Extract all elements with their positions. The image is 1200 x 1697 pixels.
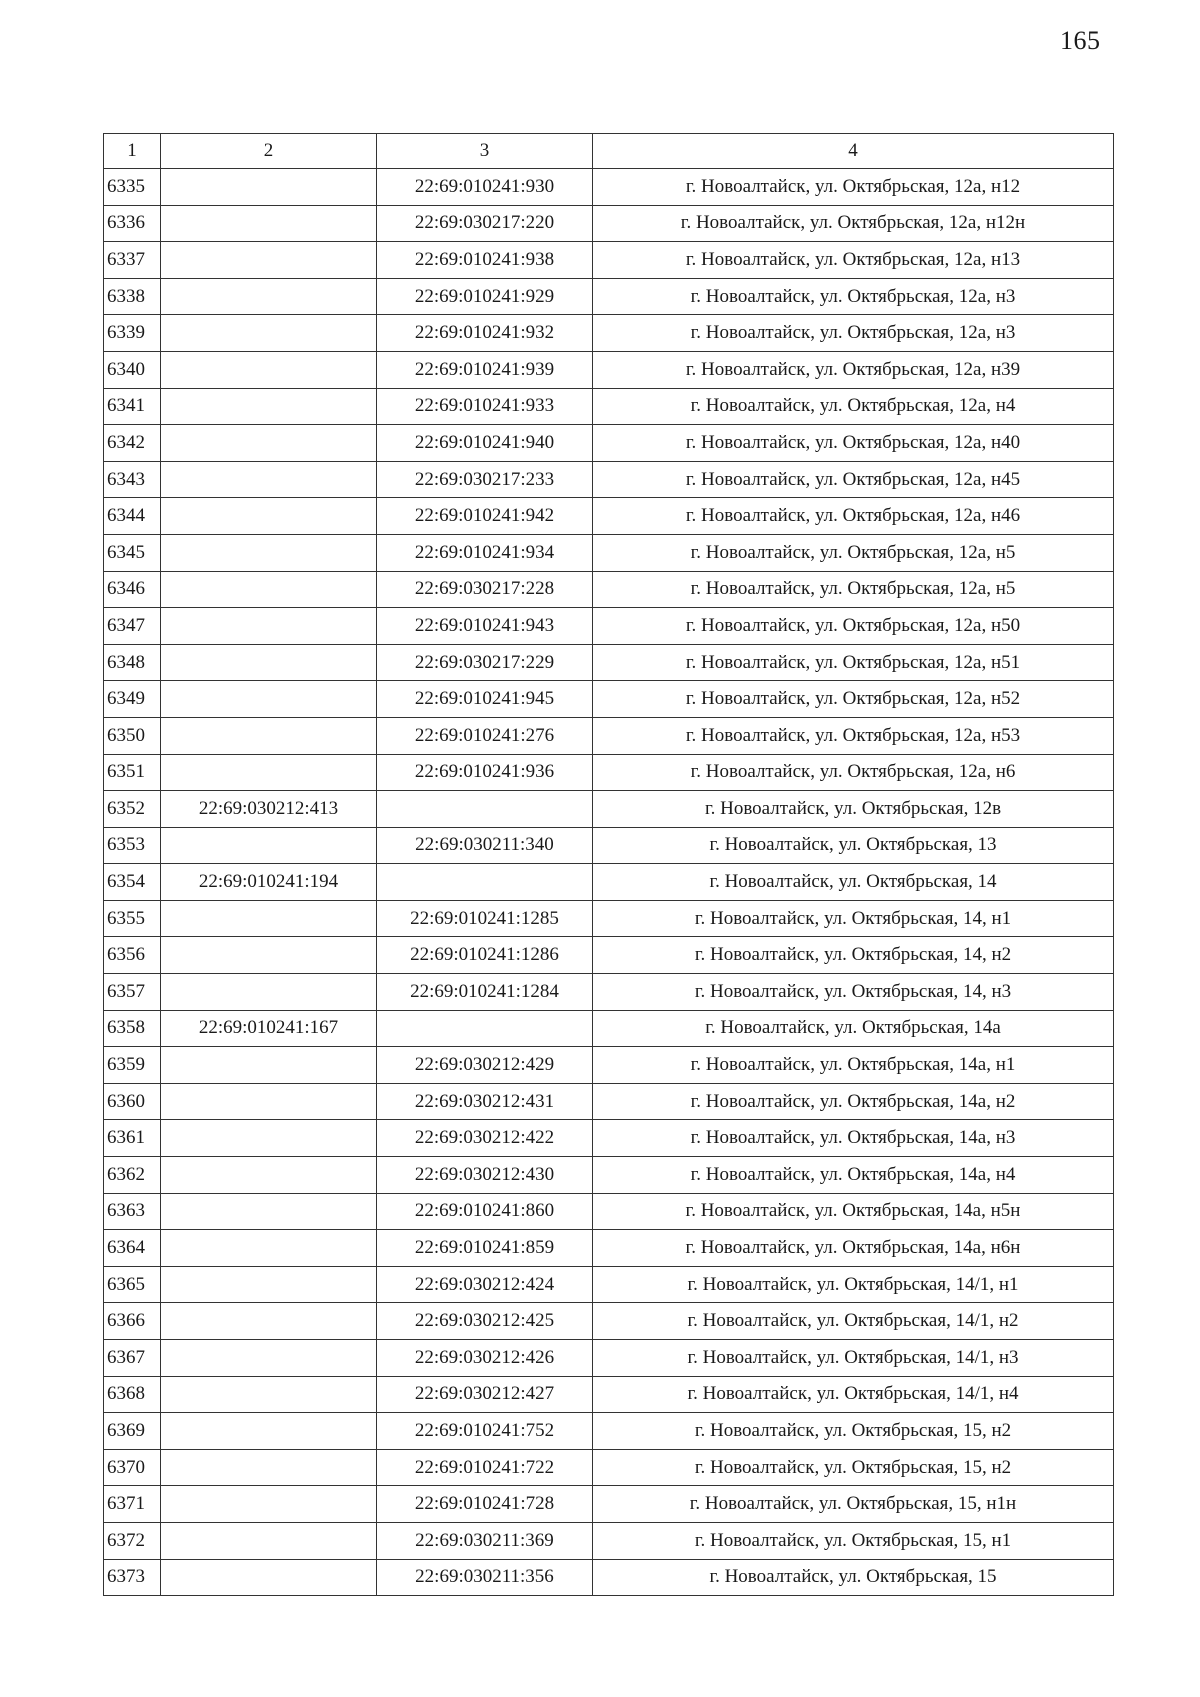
table-row <box>104 1559 1114 1596</box>
address-cell: г. Новоалтайск, ул. Октябрьская, 14/1, н2 <box>593 1303 1114 1340</box>
cadastral-number-cell <box>161 1266 377 1303</box>
table-row <box>104 1413 1114 1450</box>
table-row <box>104 974 1114 1011</box>
column-header-1: 1 <box>104 134 161 169</box>
cadastral-number-cell <box>161 315 377 352</box>
table-row <box>104 425 1114 462</box>
address-cell: г. Новоалтайск, ул. Октябрьская, 15, н1 <box>593 1522 1114 1559</box>
cadastral-number-cell <box>161 827 377 864</box>
table-row <box>104 388 1114 425</box>
address-cell: г. Новоалтайск, ул. Октябрьская, 12а, н52 <box>593 681 1114 718</box>
row-number-cell: 6361 <box>104 1120 161 1157</box>
row-number-cell: 6343 <box>104 461 161 498</box>
cadastral-number-cell <box>161 498 377 535</box>
address-cell: г. Новоалтайск, ул. Октябрьская, 14, н2 <box>593 937 1114 974</box>
table-row <box>104 1376 1114 1413</box>
premises-number-cell: 22:69:010241:932 <box>377 315 593 352</box>
table-row <box>104 1193 1114 1230</box>
table-row <box>104 205 1114 242</box>
premises-number-cell: 22:69:030212:425 <box>377 1303 593 1340</box>
address-cell: г. Новоалтайск, ул. Октябрьская, 14/1, н1 <box>593 1266 1114 1303</box>
row-number-cell: 6345 <box>104 534 161 571</box>
cadastral-number-cell <box>161 242 377 279</box>
premises-number-cell: 22:69:010241:933 <box>377 388 593 425</box>
column-header-4: 4 <box>593 134 1114 169</box>
table-row <box>104 1120 1114 1157</box>
address-cell: г. Новоалтайск, ул. Октябрьская, 12а, н4 <box>593 388 1114 425</box>
cadastral-number-cell <box>161 1486 377 1523</box>
row-number-cell: 6342 <box>104 425 161 462</box>
premises-number-cell: 22:69:010241:859 <box>377 1230 593 1267</box>
table-row <box>104 608 1114 645</box>
premises-number-cell: 22:69:010241:1286 <box>377 937 593 974</box>
address-cell: г. Новоалтайск, ул. Октябрьская, 12а, н39 <box>593 351 1114 388</box>
cadastral-number-cell <box>161 900 377 937</box>
cadastral-number-cell <box>161 1376 377 1413</box>
premises-number-cell: 22:69:030217:228 <box>377 571 593 608</box>
row-number-cell: 6358 <box>104 1010 161 1047</box>
row-number-cell: 6350 <box>104 717 161 754</box>
address-cell: г. Новоалтайск, ул. Октябрьская, 12а, н50 <box>593 608 1114 645</box>
page-number: 165 <box>1060 26 1101 55</box>
table-row <box>104 534 1114 571</box>
row-number-cell: 6360 <box>104 1083 161 1120</box>
address-cell: г. Новоалтайск, ул. Октябрьская, 15, н2 <box>593 1413 1114 1450</box>
table-row <box>104 681 1114 718</box>
cadastral-number-cell <box>161 425 377 462</box>
row-number-cell: 6347 <box>104 608 161 645</box>
row-number-cell: 6344 <box>104 498 161 535</box>
premises-number-cell: 22:69:010241:860 <box>377 1193 593 1230</box>
cadastral-number-cell <box>161 644 377 681</box>
cadastral-number-cell <box>161 681 377 718</box>
row-number-cell: 6369 <box>104 1413 161 1450</box>
address-cell: г. Новоалтайск, ул. Октябрьская, 12а, н40 <box>593 425 1114 462</box>
premises-number-cell: 22:69:010241:929 <box>377 278 593 315</box>
row-number-cell: 6366 <box>104 1303 161 1340</box>
cadastral-number-cell <box>161 461 377 498</box>
premises-number-cell: 22:69:010241:722 <box>377 1449 593 1486</box>
row-number-cell: 6355 <box>104 900 161 937</box>
address-cell: г. Новоалтайск, ул. Октябрьская, 14/1, н3 <box>593 1340 1114 1377</box>
premises-number-cell: 22:69:010241:942 <box>377 498 593 535</box>
premises-number-cell <box>377 864 593 901</box>
cadastral-number-cell <box>161 1083 377 1120</box>
address-cell: г. Новоалтайск, ул. Октябрьская, 12а, н53 <box>593 717 1114 754</box>
address-cell: г. Новоалтайск, ул. Октябрьская, 12а, н12н <box>593 205 1114 242</box>
premises-number-cell: 22:69:030211:369 <box>377 1522 593 1559</box>
premises-number-cell: 22:69:010241:728 <box>377 1486 593 1523</box>
table-row <box>104 827 1114 864</box>
row-number-cell: 6339 <box>104 315 161 352</box>
premises-number-cell: 22:69:030212:422 <box>377 1120 593 1157</box>
row-number-cell: 6363 <box>104 1193 161 1230</box>
address-cell: г. Новоалтайск, ул. Октябрьская, 14а <box>593 1010 1114 1047</box>
address-cell: г. Новоалтайск, ул. Октябрьская, 14, н3 <box>593 974 1114 1011</box>
row-number-cell: 6337 <box>104 242 161 279</box>
cadastral-number-cell: 22:69:010241:167 <box>161 1010 377 1047</box>
premises-number-cell: 22:69:030212:424 <box>377 1266 593 1303</box>
cadastral-number-cell <box>161 608 377 645</box>
address-cell: г. Новоалтайск, ул. Октябрьская, 15, н2 <box>593 1449 1114 1486</box>
column-header-3: 3 <box>377 134 593 169</box>
row-number-cell: 6362 <box>104 1157 161 1194</box>
address-cell: г. Новоалтайск, ул. Октябрьская, 14 <box>593 864 1114 901</box>
address-cell: г. Новоалтайск, ул. Октябрьская, 15 <box>593 1559 1114 1596</box>
address-cell: г. Новоалтайск, ул. Октябрьская, 12а, н13 <box>593 242 1114 279</box>
cadastral-number-cell <box>161 974 377 1011</box>
cadastral-number-cell <box>161 717 377 754</box>
table-row <box>104 1083 1114 1120</box>
premises-number-cell: 22:69:030211:340 <box>377 827 593 864</box>
address-cell: г. Новоалтайск, ул. Октябрьская, 12а, н12 <box>593 169 1114 206</box>
row-number-cell: 6336 <box>104 205 161 242</box>
address-cell: г. Новоалтайск, ул. Октябрьская, 14а, н3 <box>593 1120 1114 1157</box>
table-header <box>104 134 1114 169</box>
cadastral-number-cell <box>161 205 377 242</box>
row-number-cell: 6348 <box>104 644 161 681</box>
address-cell: г. Новоалтайск, ул. Октябрьская, 12а, н46 <box>593 498 1114 535</box>
table-row <box>104 1266 1114 1303</box>
table-row <box>104 1047 1114 1084</box>
premises-number-cell: 22:69:010241:934 <box>377 534 593 571</box>
row-number-cell: 6341 <box>104 388 161 425</box>
address-cell: г. Новоалтайск, ул. Октябрьская, 12а, н5 <box>593 571 1114 608</box>
premises-number-cell: 22:69:030212:426 <box>377 1340 593 1377</box>
row-number-cell: 6368 <box>104 1376 161 1413</box>
column-header-2: 2 <box>161 134 377 169</box>
cadastral-number-cell <box>161 1120 377 1157</box>
address-cell: г. Новоалтайск, ул. Октябрьская, 12а, н6 <box>593 754 1114 791</box>
address-cell: г. Новоалтайск, ул. Октябрьская, 12а, н45 <box>593 461 1114 498</box>
cadastral-number-cell <box>161 1449 377 1486</box>
table-row <box>104 1522 1114 1559</box>
cadastral-number-cell: 22:69:030212:413 <box>161 791 377 828</box>
cadastral-number-cell <box>161 351 377 388</box>
cadastral-number-cell <box>161 754 377 791</box>
premises-number-cell <box>377 791 593 828</box>
address-cell: г. Новоалтайск, ул. Октябрьская, 14а, н2 <box>593 1083 1114 1120</box>
address-cell: г. Новоалтайск, ул. Октябрьская, 14а, н6н <box>593 1230 1114 1267</box>
premises-number-cell: 22:69:030217:220 <box>377 205 593 242</box>
address-cell: г. Новоалтайск, ул. Октябрьская, 14а, н1 <box>593 1047 1114 1084</box>
table-row <box>104 1486 1114 1523</box>
table-row <box>104 351 1114 388</box>
row-number-cell: 6373 <box>104 1559 161 1596</box>
premises-number-cell: 22:69:030212:431 <box>377 1083 593 1120</box>
row-number-cell: 6357 <box>104 974 161 1011</box>
premises-number-cell: 22:69:030211:356 <box>377 1559 593 1596</box>
cadastral-number-cell <box>161 534 377 571</box>
premises-number-cell: 22:69:010241:943 <box>377 608 593 645</box>
address-cell: г. Новоалтайск, ул. Октябрьская, 12а, н51 <box>593 644 1114 681</box>
cadastral-number-cell <box>161 1303 377 1340</box>
row-number-cell: 6354 <box>104 864 161 901</box>
premises-number-cell: 22:69:030212:430 <box>377 1157 593 1194</box>
table-row <box>104 461 1114 498</box>
address-cell: г. Новоалтайск, ул. Октябрьская, 15, н1н <box>593 1486 1114 1523</box>
row-number-cell: 6349 <box>104 681 161 718</box>
premises-number-cell: 22:69:010241:939 <box>377 351 593 388</box>
premises-number-cell: 22:69:030217:233 <box>377 461 593 498</box>
cadastral-number-cell <box>161 1157 377 1194</box>
table-row <box>104 791 1114 828</box>
premises-number-cell: 22:69:030217:229 <box>377 644 593 681</box>
address-cell: г. Новоалтайск, ул. Октябрьская, 12а, н3 <box>593 315 1114 352</box>
cadastral-number-cell <box>161 1340 377 1377</box>
premises-number-cell: 22:69:010241:752 <box>377 1413 593 1450</box>
row-number-cell: 6367 <box>104 1340 161 1377</box>
table-row <box>104 1449 1114 1486</box>
cadastral-number-cell <box>161 388 377 425</box>
table-body <box>104 169 1114 1596</box>
address-cell: г. Новоалтайск, ул. Октябрьская, 12а, н5 <box>593 534 1114 571</box>
premises-number-cell: 22:69:010241:1285 <box>377 900 593 937</box>
table-row <box>104 900 1114 937</box>
row-number-cell: 6346 <box>104 571 161 608</box>
table-row <box>104 571 1114 608</box>
table-row <box>104 1230 1114 1267</box>
table-row <box>104 864 1114 901</box>
table-row <box>104 498 1114 535</box>
row-number-cell: 6364 <box>104 1230 161 1267</box>
row-number-cell: 6351 <box>104 754 161 791</box>
address-cell: г. Новоалтайск, ул. Октябрьская, 12в <box>593 791 1114 828</box>
row-number-cell: 6365 <box>104 1266 161 1303</box>
cadastral-number-cell: 22:69:010241:194 <box>161 864 377 901</box>
cadastral-number-cell <box>161 1047 377 1084</box>
row-number-cell: 6335 <box>104 169 161 206</box>
premises-number-cell: 22:69:010241:938 <box>377 242 593 279</box>
premises-number-cell <box>377 1010 593 1047</box>
table-row <box>104 754 1114 791</box>
row-number-cell: 6371 <box>104 1486 161 1523</box>
premises-number-cell: 22:69:010241:1284 <box>377 974 593 1011</box>
row-number-cell: 6370 <box>104 1449 161 1486</box>
row-number-cell: 6338 <box>104 278 161 315</box>
table-row <box>104 1303 1114 1340</box>
address-cell: г. Новоалтайск, ул. Октябрьская, 13 <box>593 827 1114 864</box>
table-row <box>104 1010 1114 1047</box>
cadastral-number-cell <box>161 1193 377 1230</box>
table-row <box>104 315 1114 352</box>
row-number-cell: 6372 <box>104 1522 161 1559</box>
premises-number-cell: 22:69:030212:427 <box>377 1376 593 1413</box>
table-row <box>104 1340 1114 1377</box>
row-number-cell: 6352 <box>104 791 161 828</box>
address-cell: г. Новоалтайск, ул. Октябрьская, 14, н1 <box>593 900 1114 937</box>
row-number-cell: 6353 <box>104 827 161 864</box>
cadastral-number-cell <box>161 169 377 206</box>
address-cell: г. Новоалтайск, ул. Октябрьская, 14/1, н4 <box>593 1376 1114 1413</box>
row-number-cell: 6340 <box>104 351 161 388</box>
premises-number-cell: 22:69:010241:936 <box>377 754 593 791</box>
premises-number-cell: 22:69:030212:429 <box>377 1047 593 1084</box>
cadastral-number-cell <box>161 571 377 608</box>
row-number-cell: 6356 <box>104 937 161 974</box>
table-row <box>104 717 1114 754</box>
registry-table <box>103 133 1114 1596</box>
cadastral-number-cell <box>161 1413 377 1450</box>
table-row <box>104 644 1114 681</box>
address-cell: г. Новоалтайск, ул. Октябрьская, 14а, н5н <box>593 1193 1114 1230</box>
premises-number-cell: 22:69:010241:930 <box>377 169 593 206</box>
table-row <box>104 242 1114 279</box>
address-cell: г. Новоалтайск, ул. Октябрьская, 14а, н4 <box>593 1157 1114 1194</box>
address-cell: г. Новоалтайск, ул. Октябрьская, 12а, н3 <box>593 278 1114 315</box>
cadastral-number-cell <box>161 937 377 974</box>
row-number-cell: 6359 <box>104 1047 161 1084</box>
premises-number-cell: 22:69:010241:940 <box>377 425 593 462</box>
table-row <box>104 169 1114 206</box>
cadastral-number-cell <box>161 278 377 315</box>
premises-number-cell: 22:69:010241:945 <box>377 681 593 718</box>
cadastral-number-cell <box>161 1522 377 1559</box>
header-row <box>104 134 1114 169</box>
table-row <box>104 1157 1114 1194</box>
cadastral-number-cell <box>161 1230 377 1267</box>
cadastral-number-cell <box>161 1559 377 1596</box>
premises-number-cell: 22:69:010241:276 <box>377 717 593 754</box>
table-row <box>104 937 1114 974</box>
table-row <box>104 278 1114 315</box>
